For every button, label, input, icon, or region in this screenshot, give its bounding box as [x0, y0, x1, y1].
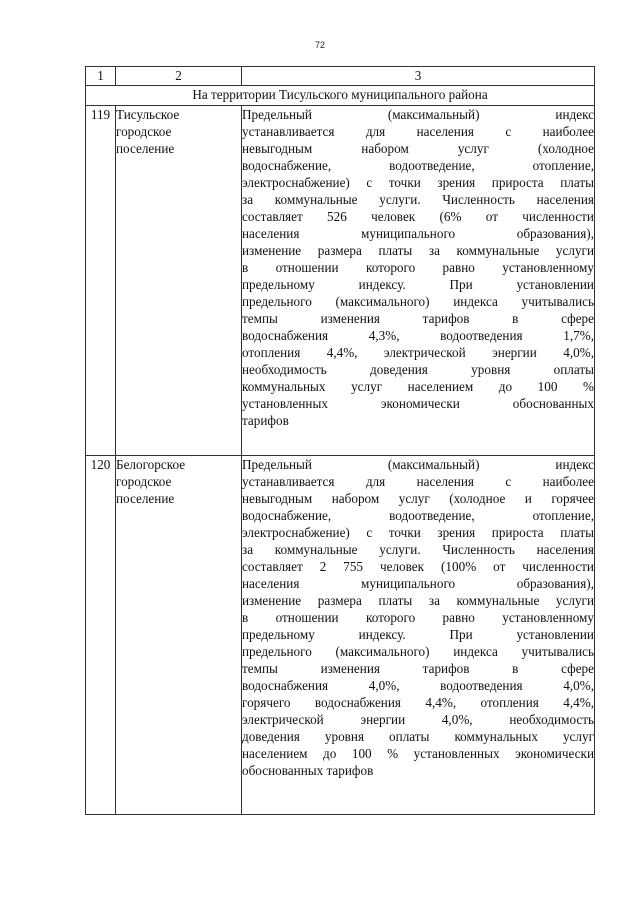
description-line: доведения уровня оплаты коммунальных услуг [242, 729, 594, 744]
header-cell-1: 1 [86, 67, 116, 86]
description-line: предельному индексу. При установлении [242, 627, 594, 642]
header-cell-3: 3 [242, 67, 595, 86]
description-line: населением до 100 % установленных экономически [242, 746, 594, 761]
row-number: 119 [86, 106, 116, 456]
description-line: устанавливается для населения с наиболее [242, 474, 594, 489]
description-line: за коммунальные услуги. Численность населения [242, 192, 594, 207]
settlement-name-line: городское [116, 474, 172, 489]
description-line: водоснабжение, водоотведение, отопление, [242, 158, 594, 173]
index-description [242, 106, 595, 456]
settlement-name-line: Тисульское [116, 107, 180, 122]
description-line: необходимость доведения уровня оплаты [242, 362, 594, 377]
description-line: составляет 526 человек (6% от численности [242, 209, 594, 224]
table-row [86, 106, 595, 456]
description-line: изменение размера платы за коммунальные услуги [242, 593, 594, 608]
description-line: изменение размера платы за коммунальные услуги [242, 243, 594, 258]
description-line: тарифов [242, 413, 289, 428]
settlement-name [116, 106, 242, 456]
description-line: устанавливается для населения с наиболее [242, 124, 594, 139]
description-line: в отношении которого равно установленному [242, 260, 594, 275]
settlement-name-line: поселение [116, 491, 175, 506]
description-line: населения муниципального образования), [242, 576, 594, 591]
description-line: установленных экономически обоснованных [242, 396, 594, 411]
description-line: Предельный (максимальный) индекс [242, 457, 594, 472]
index-description [242, 456, 595, 815]
header-row [86, 67, 595, 86]
description-line: отопления 4,4%, электрической энергии 4,0%, [242, 345, 594, 360]
description-line: электроснабжение) с точки зрения прироста платы [242, 525, 594, 540]
description-line: электроснабжение) с точки зрения прироста платы [242, 175, 594, 190]
description-line: обоснованных тарифов [242, 763, 374, 778]
description-line: водоснабжения 4,3%, водоотведения 1,7%, [242, 328, 594, 343]
section-title: На территории Тисульского муниципального района [86, 86, 595, 106]
settlement-name-line: поселение [116, 141, 175, 156]
description-line: в отношении которого равно установленному [242, 610, 594, 625]
tariff-table [85, 66, 595, 815]
description-line: предельному индексу. При установлении [242, 277, 594, 292]
header-cell-2: 2 [116, 67, 242, 86]
description-line: темпы изменения тарифов в сфере [242, 311, 594, 326]
description-line: водоснабжение, водоотведение, отопление, [242, 508, 594, 523]
description-line: населения муниципального образования), [242, 226, 594, 241]
page-number: 72 [314, 40, 325, 50]
section-title-row [86, 86, 595, 106]
row-number: 120 [86, 456, 116, 815]
settlement-name [116, 456, 242, 815]
description-line: водоснабжения 4,0%, водоотведения 4,0%, [242, 678, 594, 693]
description-line: за коммунальные услуги. Численность населения [242, 542, 594, 557]
table-row [86, 456, 595, 815]
description-line: Предельный (максимальный) индекс [242, 107, 594, 122]
description-line: электрической энергии 4,0%, необходимость [242, 712, 594, 727]
description-line: составляет 2 755 человек (100% от численности [242, 559, 594, 574]
description-line: предельного (максимального) индекса учитывались [242, 294, 594, 309]
settlement-name-line: городское [116, 124, 172, 139]
description-line: предельного (максимального) индекса учитывались [242, 644, 594, 659]
description-line: горячего водоснабжения 4,4%, отопления 4,4%, [242, 695, 594, 710]
description-line: невыгодным набором услуг (холодное [242, 141, 594, 156]
settlement-name-line: Белогорское [116, 457, 186, 472]
description-line: темпы изменения тарифов в сфере [242, 661, 594, 676]
description-line: невыгодным набором услуг (холодное и горячее [242, 491, 594, 506]
description-line: коммунальных услуг населением до 100 % [242, 379, 594, 394]
